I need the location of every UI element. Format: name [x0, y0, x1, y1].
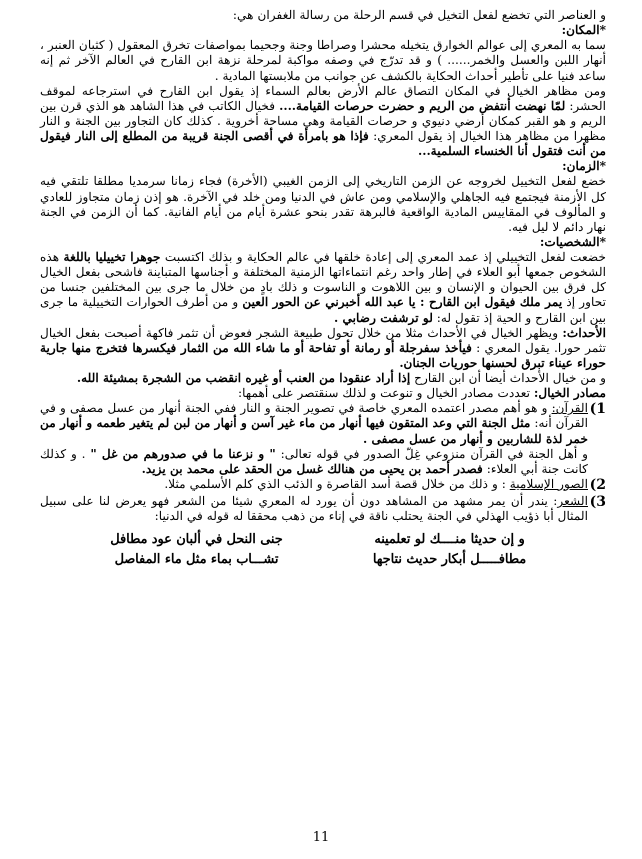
item-number: 2) — [589, 476, 606, 493]
events-paragraph-1: الأحداث: ويظهر الخيال في الأحداث مثلا من خلال تحول طبيعة الشجر فعوض أن تثمر فاكهة أصبحت بفعل الخيال تثمر حورا. يقول المعري : فيأخذ سفرجلة أو رمانة أو تفاحة أو ما شاء الله من الثمار فيكسرها فتخرج منها جارية حوراء عيناء تبرق لحسنها حوريات الجنان. — [40, 325, 606, 370]
poem-hemistich: تشـــاب بماء مثل ماء المفاصل — [114, 552, 279, 568]
characters-heading: *الشخصيات: — [539, 234, 606, 249]
source-title: القرآن: — [551, 401, 588, 416]
source-item-quran: 1) القرآن: و هو أهم مصدر اعتمده المعري خاصة في تصوير الجنة و النار ففي الجنة أنهار من عسل مصفى و في القرآن أنه: مثل الجنة التي وعد المتقون فيها أنهار من ماء غير آسن و أنهار من لبن لم يتغير طعمه و أنهار من خمر لذة للشاربين و أنهار من عسل مصفى . و أهل الجنة في القرآن منزوعي غِلّ الصدور في قوله تعالى: " و نزعنا ما في صدورهم من غل " . و كذلك كانت جنة أبي العلاء: فصدر أحمد بن يحيى من هنالك غسل من الحقد على محمد بن يزيد. — [40, 401, 606, 476]
events-paragraph-2: و من خيال الأحداث أيضا أن ابن القارح إذا أراد عنقودا من العنب أو غيره انقضب من الشجرة بمشيئة الله. — [76, 371, 606, 385]
source-item-poetry: 3) الشعر: يندر أن يمر مشهد من المشاهد دون أن يورد له المعري شيئا من الشعر فهو يعرض لنا على سبيل المثال أبا ذؤيب الهذلي في الجنة يحتلب ناقة في إناء من ذهب محققا له قوله في الدنيا: — [40, 494, 606, 524]
place-paragraph-1: سما به المعري إلى عوالم الخوارق يتخيله محشرا وصراطا وجنة وجحيما بمواصفات تخرق المعقول ( كثبان العنبر ، أنهار اللبن والعسل والخمر...... ) و قد تدرّج في وصفه مواكبة لمرحلة نزهة ابن القارح في العالم الآخر ثم إنه ساعد فنيا على تأطير أحداث الحكاية بالكشف عن جوانب من ملابستها المادية . — [40, 38, 606, 83]
poem-verses — [70, 532, 576, 568]
item-number: 1) — [589, 401, 606, 418]
intro-line: و العناصر التي تخضع لفعل التخيل في قسم الرحلة من رسالة الغفران هي: — [232, 8, 606, 22]
characters-paragraph: خضعت لفعل التخييلي إذ عمد المعري إلى إعادة خلقها في عالم الحكاية و بذلك اكتسبت جوهرا تخييليا باللغة هذه الشخوص جمعها أبو العلاء في إطار واحد رغم انتماءاتها الزمنية المختلفة و أجناسها المتباينة فاشحى بفعل الخيال كل فرق بين الحيوان و الإنسان و بين اللاهوت و الناسوت و ذلك بادٍ من خلال ما جرى بين المختلفين جنسا من تحاور إذ يمر ملك فيقول ابن القارح : يا عبد الله أخبرني عن الحور العين و من أطرف الحوارات التخييلية ما جرى بين ابن القارح و الحية إذ تقول له: لو ترشفت رضابي . — [40, 250, 606, 325]
time-heading: *الزمان: — [562, 159, 606, 174]
sources-intro: مصادر الخيال: تعددت مصادر الخيال و تنوعت و لذلك سنقتصر على أهمها: — [238, 386, 606, 401]
source-title: الشعر — [557, 494, 588, 509]
item-number: 3) — [589, 494, 606, 511]
document-page — [40, 8, 606, 568]
source-title: الصور الإسلامية — [509, 476, 588, 491]
page-number: 11 — [312, 830, 330, 845]
place-paragraph-2: ومن مظاهر الخيال في المكان التصاق عالم الأرض بعالم السماء إذ يقول ابن القارح في استرجاعه لموقف الحشر: لمّا نهضت أنتفض من الريم و حضرت حرصات القيامة.... فخيال الكاتب في هذا الشاهد هو الذي قرن بين الريم و هو القبر كمكان أرضي دنيوي و حرصات القيامة وهي مساحة أخروية . كذلك كان التجاور بين الجنة و النار مظهرا من مظاهر هذا الخيال إذ يقول المعري: فإذا هو بامرأة في أقصى الجنة قريبة من المطلع إلى النار فيقول من أنت فتقول أنا الخنساء السلمية... — [40, 83, 606, 159]
time-paragraph: خضع لفعل التخييل لخروجه عن الزمن التاريخي إلى الزمن الغيبي (الأخرة) فجاء زمانا سرمديا مطلقا تلتقي فيه كل الأزمنة فيجتمع فيه الجاهلي والإسلامي ومن عاش في الدنيا ومن خلد في الآخرة. هو إذن زمان متجاوز للعادي و المألوف في المقاييس المادية الواقعية فالبرهة تقدر بنحو عشرة أيام من أيام الفانية. كما أن الزمن في الجنة نهار دائم لا ليل فيه. — [40, 174, 606, 234]
place-heading: *المكان: — [561, 23, 606, 38]
poem-hemistich: جنى النحل في ألبان عود مطافل — [110, 532, 283, 548]
source-item-islamic-images: 2) الصور الإسلامية : و ذلك من خلال قصة أسد القاصرة و الذئب الذي كلم الأسلمي مثلا. — [164, 476, 606, 493]
poem-hemistich: مطافـــــل أبكار حديث نتاجها — [372, 552, 527, 568]
poem-hemistich: و إن حديثا منــــك لو تعلمينه — [374, 532, 525, 548]
